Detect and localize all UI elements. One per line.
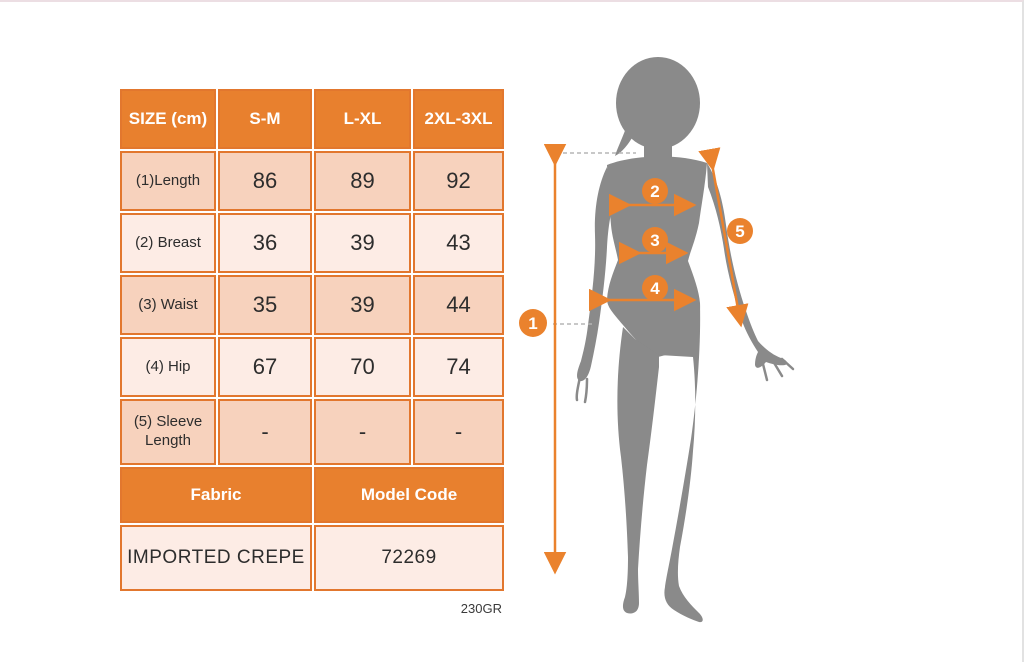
- waist-2xl-3xl: 44: [413, 275, 504, 335]
- info-value-row: [120, 525, 504, 591]
- col-header-s-m: S-M: [218, 89, 312, 149]
- col-header-l-xl: L-XL: [314, 89, 411, 149]
- svg-text:3: 3: [650, 231, 660, 250]
- hip-s-m: 67: [218, 337, 312, 397]
- fabric-header: Fabric: [120, 467, 312, 523]
- length-l-xl: 89: [314, 151, 411, 211]
- woman-silhouette: [577, 57, 793, 622]
- svg-text:4: 4: [650, 279, 660, 298]
- row-label-length: (1)Length: [120, 151, 216, 211]
- waist-l-xl: 39: [314, 275, 411, 335]
- measurement-figure: [495, 37, 815, 652]
- hip-2xl-3xl: 74: [413, 337, 504, 397]
- info-header-row: [120, 467, 504, 523]
- sleeve-l-xl: -: [314, 399, 411, 465]
- table-row-sleeve: [120, 399, 504, 465]
- table-row-breast: [120, 213, 504, 273]
- marker-4: [642, 275, 668, 301]
- model-code-header: Model Code: [314, 467, 504, 523]
- breast-l-xl: 39: [314, 213, 411, 273]
- svg-text:5: 5: [735, 222, 745, 241]
- svg-text:1: 1: [528, 314, 538, 333]
- col-header-2xl-3xl: 2XL-3XL: [413, 89, 504, 149]
- marker-2: [642, 178, 668, 204]
- row-label-hip: (4) Hip: [120, 337, 216, 397]
- size-table: [118, 87, 502, 593]
- length-s-m: 86: [218, 151, 312, 211]
- svg-text:2: 2: [650, 182, 660, 201]
- table-row-hip: [120, 337, 504, 397]
- waist-s-m: 35: [218, 275, 312, 335]
- fabric-value: IMPORTED CREPE: [120, 525, 312, 591]
- table-row-waist: [120, 275, 504, 335]
- length-2xl-3xl: 92: [413, 151, 504, 211]
- marker-5: [727, 218, 753, 244]
- model-code-value: 72269: [314, 525, 504, 591]
- hip-l-xl: 70: [314, 337, 411, 397]
- marker-3: [642, 227, 668, 253]
- sleeve-2xl-3xl: -: [413, 399, 504, 465]
- breast-2xl-3xl: 43: [413, 213, 504, 273]
- table-row-length: [120, 151, 504, 211]
- sleeve-s-m: -: [218, 399, 312, 465]
- row-label-sleeve: (5) Sleeve Length: [120, 399, 216, 465]
- row-label-waist: (3) Waist: [120, 275, 216, 335]
- size-unit-header: SIZE (cm): [120, 89, 216, 149]
- weight-note: 230GR: [460, 601, 502, 616]
- marker-1: [519, 309, 547, 337]
- row-label-breast: (2) Breast: [120, 213, 216, 273]
- size-table-header-row: [120, 89, 504, 149]
- breast-s-m: 36: [218, 213, 312, 273]
